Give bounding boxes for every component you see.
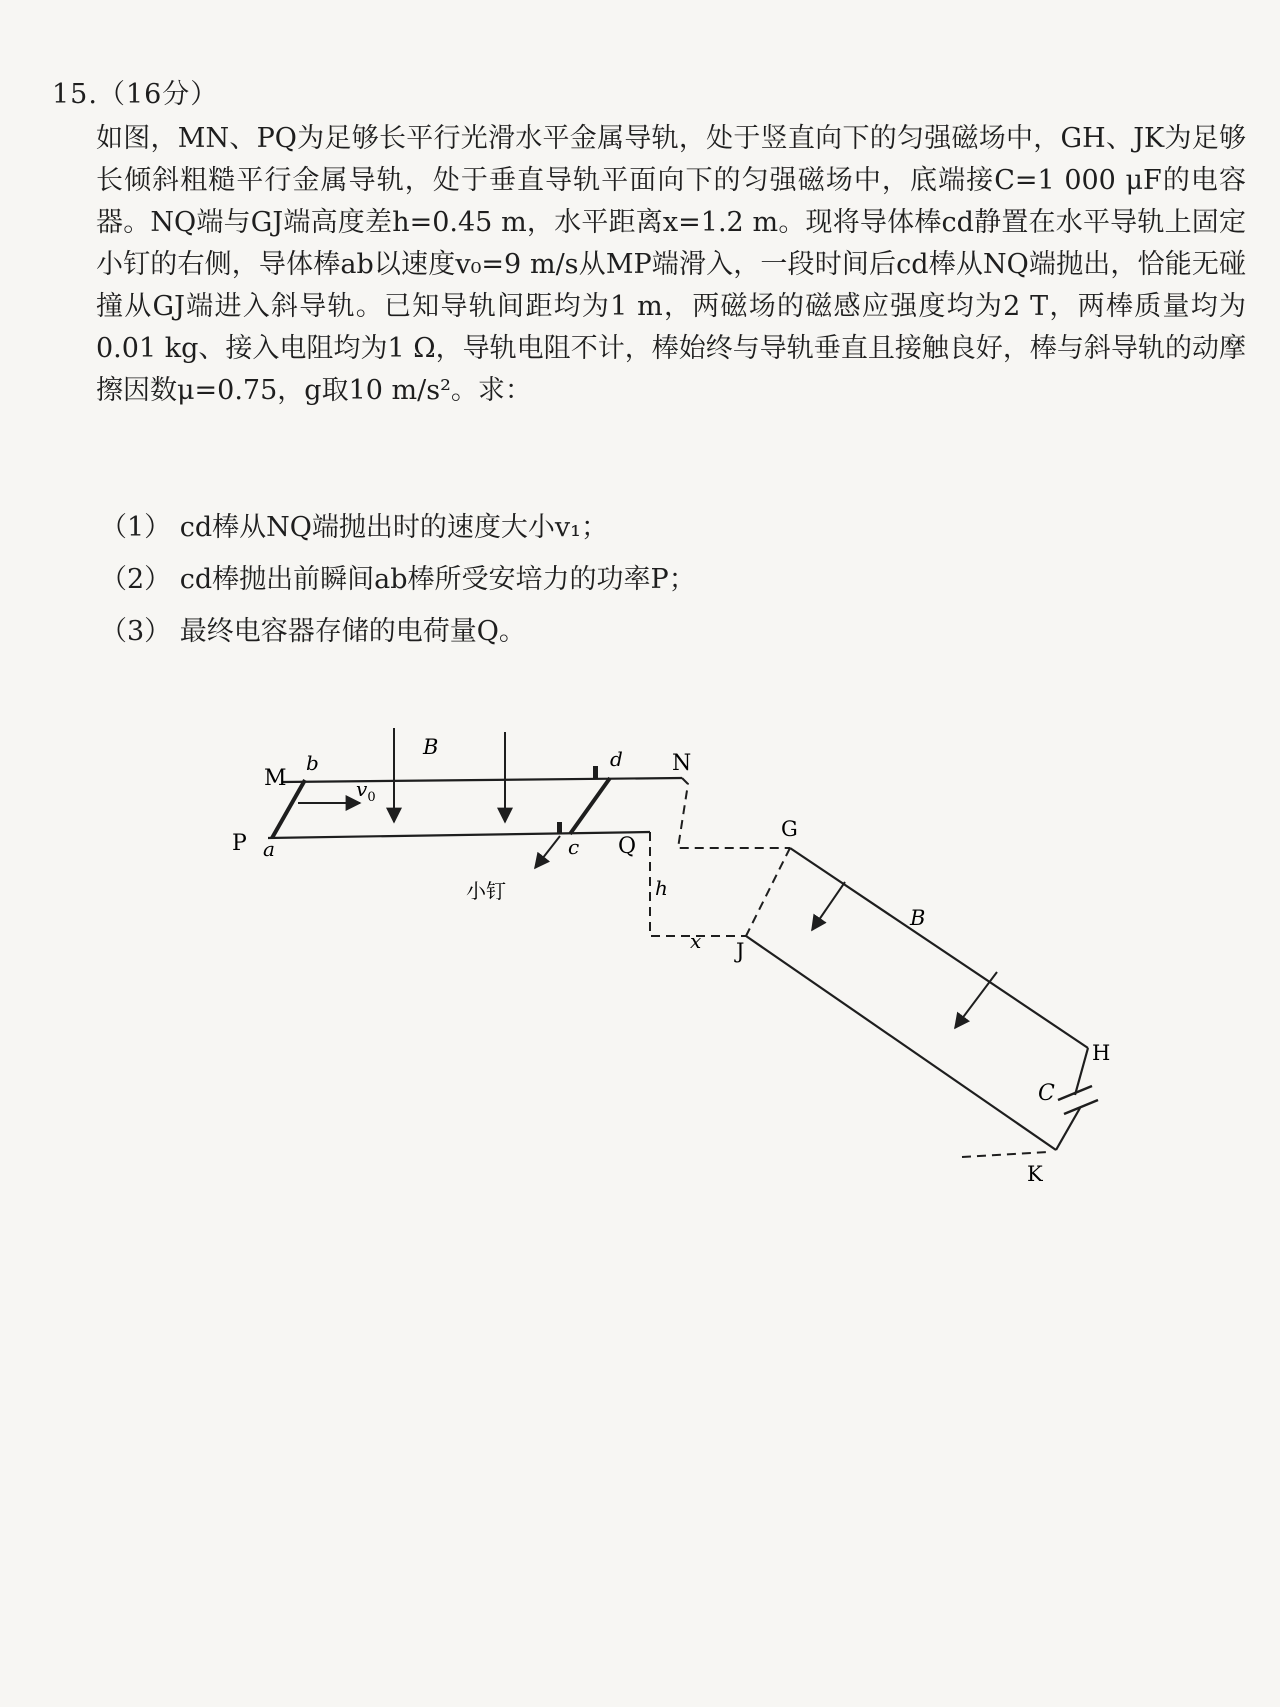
b-field-arrow-4 xyxy=(955,972,997,1028)
rail-GH xyxy=(790,848,1088,1048)
question-score: （16分） xyxy=(97,79,219,110)
label-nail: 小钉 xyxy=(466,879,506,903)
nail-top xyxy=(593,766,598,778)
label-v0-main: v xyxy=(356,777,368,801)
label-N: N xyxy=(672,751,692,776)
question-number: 15. xyxy=(52,79,98,110)
label-d: d xyxy=(610,747,623,771)
sub-question-1: （1） cd棒从NQ端抛出时的速度大小v₁； xyxy=(100,512,609,543)
b-field-arrow-3 xyxy=(812,882,845,930)
dashed-G-to-J xyxy=(746,848,790,936)
rail-MN xyxy=(282,778,682,782)
label-B-horizontal: B xyxy=(423,735,439,759)
capacitor-lead-bottom xyxy=(1056,1108,1080,1150)
label-G: G xyxy=(781,817,798,841)
label-h: h xyxy=(655,876,668,900)
rod-cd xyxy=(570,778,610,834)
capacitor-plate-2 xyxy=(1064,1100,1098,1114)
question-paragraph: 如图，MN、PQ为足够长平行光滑水平金属导轨，处于竖直向下的匀强磁场中，GH、JK为足够长倾斜粗糙平行金属导轨，处于垂直导轨平面向下的匀强磁场中，底端接C=1 000 μF的电容器。NQ端与GJ端高度差h=0.45 m，水平距离x=1.2 m。现将导体棒cd静置在水平导轨上固定小钉的右侧，导体棒ab以速度v₀=9 m/s从MP端滑入，一段时间后cd棒从NQ端抛出，恰能无碰撞从GJ端进入斜导轨。已知导轨间距均为1 m，两磁场的磁感应强度均为2 T，两棒质量均为0.01 kg、接入电阻均为1 Ω，导轨电阻不计，棒始终与导轨垂直且接触良好，棒与斜导轨的动摩擦因数μ=0.75，g取10 m/s²。求： xyxy=(96,123,1246,406)
label-x: x xyxy=(690,929,702,953)
label-c: c xyxy=(568,835,580,859)
label-H: H xyxy=(1092,1041,1111,1065)
label-P: P xyxy=(232,831,247,856)
nail-pointer xyxy=(535,836,560,868)
label-Q: Q xyxy=(618,834,637,859)
label-B-inclined: B xyxy=(910,906,926,930)
dashed-K-horizontal xyxy=(962,1152,1048,1157)
label-J: J xyxy=(736,939,745,963)
nail-bottom xyxy=(557,822,562,834)
label-b: b xyxy=(306,751,319,775)
rail-PQ xyxy=(268,832,650,838)
label-a: a xyxy=(263,837,275,861)
dashed-N-to-G xyxy=(678,778,790,848)
sub-question-3: （3） 最终电容器存储的电荷量Q。 xyxy=(100,616,526,647)
label-C: C xyxy=(1038,1081,1055,1106)
capacitor-plate-1 xyxy=(1058,1086,1092,1100)
sub-question-2: （2） cd棒抛出前瞬间ab棒所受安培力的功率P； xyxy=(100,564,696,595)
rail-JK xyxy=(746,936,1056,1150)
label-K: K xyxy=(1027,1162,1043,1186)
label-v0-sub: 0 xyxy=(367,790,376,805)
label-M: M xyxy=(264,766,287,791)
